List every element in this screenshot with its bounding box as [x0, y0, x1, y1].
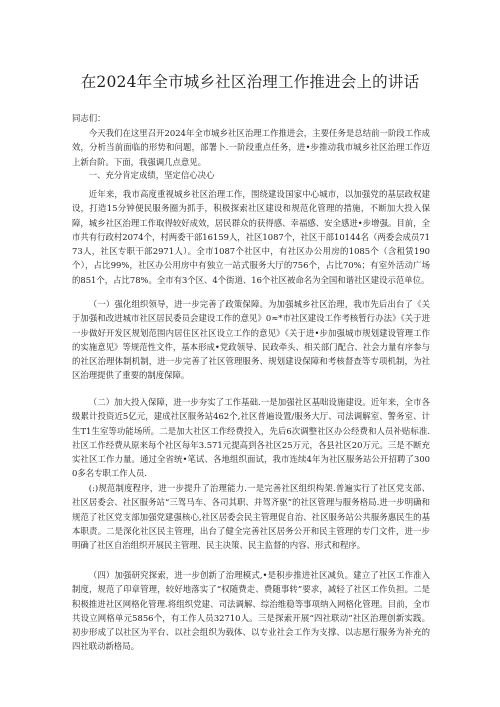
body-paragraph: （二）加大投入保障，进一步夯实了工作基础.一是加强社区基咄设施建设。近年来，全市各级累计投资近5亿元，建成社区服务站462个,社区普遍设置/服务大厅、司法调解室、警务室、计生T1生室等功能场所。二是加大社区工作经费投入，先后6次调整社区办公经费和人员补贴标准.社区工作经费从原来每个社区每年3.571元提高到各社区25万元，各县社区20万元。三是不断充实社区工作力量。通过全省统•笔试、各地组织面试，我市连续4年为社区服务站公开招聘了3000多名专职工作人员. [72, 397, 430, 479]
section-heading: 一、充分肯定成绩，坚定信心决心 [88, 170, 215, 180]
body-paragraph: （四）加强研究探索，进一步创新了治理模式,•是积步推进社区减负。建立了社区工作准入制度，规范了印章管理，较好地落实了“权随费走、费随事转”要求，减轻了社区工作负担。二是积极推进社区网格化管理.将组织党建、司法调解、综治维稳等事项纳入网格化管理。目前，全市共设立网格单元5856个，有工作人员32710人。三是探索开展“四社联动”社区治理创新实践。初步形成了以社区为平台、以社会组织为载体、以专业社会工作为支撑、以志愿行服务为补充的四社联动新格局。 [72, 570, 430, 652]
intro-paragraph: 今天我们在这里召开2024年全市城乡社区治理工作推进会，主要任务是总结前一阶段工作成效，分析当前面临的形势和问题，部署卜.一阶段重点任务，进•步推动我市城乡社区治理工作迈上新台阶。下面，我强调几点意见。 [72, 128, 430, 167]
document-title: 在2024年全市城乡社区治理工作推进会上的讲话 [80, 73, 420, 91]
body-paragraph: 近年来，我市高度重视城乡社区治理工作，围绕建设国家中心城市，以加强党的基层政权建设，打造15分钟便民服务圈为抓手，积极探索社区建设和规范化管理的措施，不断加大投入保障，城乡社区治理工作取得较好成效，居民群众的获得感、幸福感、安全感进•步增强。目前，全市共有行政村2074个，村两委干部16159人，社区1087个，社区干部10144名（两委会成员7173人，社区专职干部2971人）。全市1087个社区中，有社区办公用房的1085个（含租赁190个），占比99%，社区办公用房中有独立一站式服务大厅的756个，占比70%；有室外活动广场的851个，占比78%。全市有3个区、4个街道、16个社区被命名为全国和谐社区建设示范单位。 [72, 189, 430, 285]
salutation: 同志们： [72, 113, 106, 123]
body-paragraph: (:)规范制度程序，进一步提升了治理能力.一是完善社区组织构架.普遍实行了社区党支部、社区居委会、社区服务站“三驾马车、各司其职、并驾齐驱”的社区管理与服务格局.进一步明确和规范了社区党支部加强党建强核心,社区居委会民主管理促自治、社区服务站公共服务惠民生的基本职责。二是深化社区民主管理，出台了健全完善社区居务公开和民主管理的专门文件，进一步明确了社区自治组织开展民主管理、民主决策、民主监督的内容、形式和程序。 [72, 483, 430, 551]
body-paragraph: （一）强化组织领导，进一步完善了政策保障。为加强城乡社区治理，我市先后出台了《关于加强和改进城市社区居民委员会建设工作的意见》0≈*市社区建设工作考核暂行办法》《关于进一步做好开发区规划范围内居住区社区设立工作的意见》《关于进•步加强城市规划建设管理工作的实施意见》等规范性文件，基本形成•党政领导、民政牵头、相关部门配合、社会力量有序参与的社区治理体制机制，进一步完善了社区管理服务、规划建设保障和考核督查等专项机制，为社区治理提供了重要的制度保障。 [72, 299, 430, 381]
